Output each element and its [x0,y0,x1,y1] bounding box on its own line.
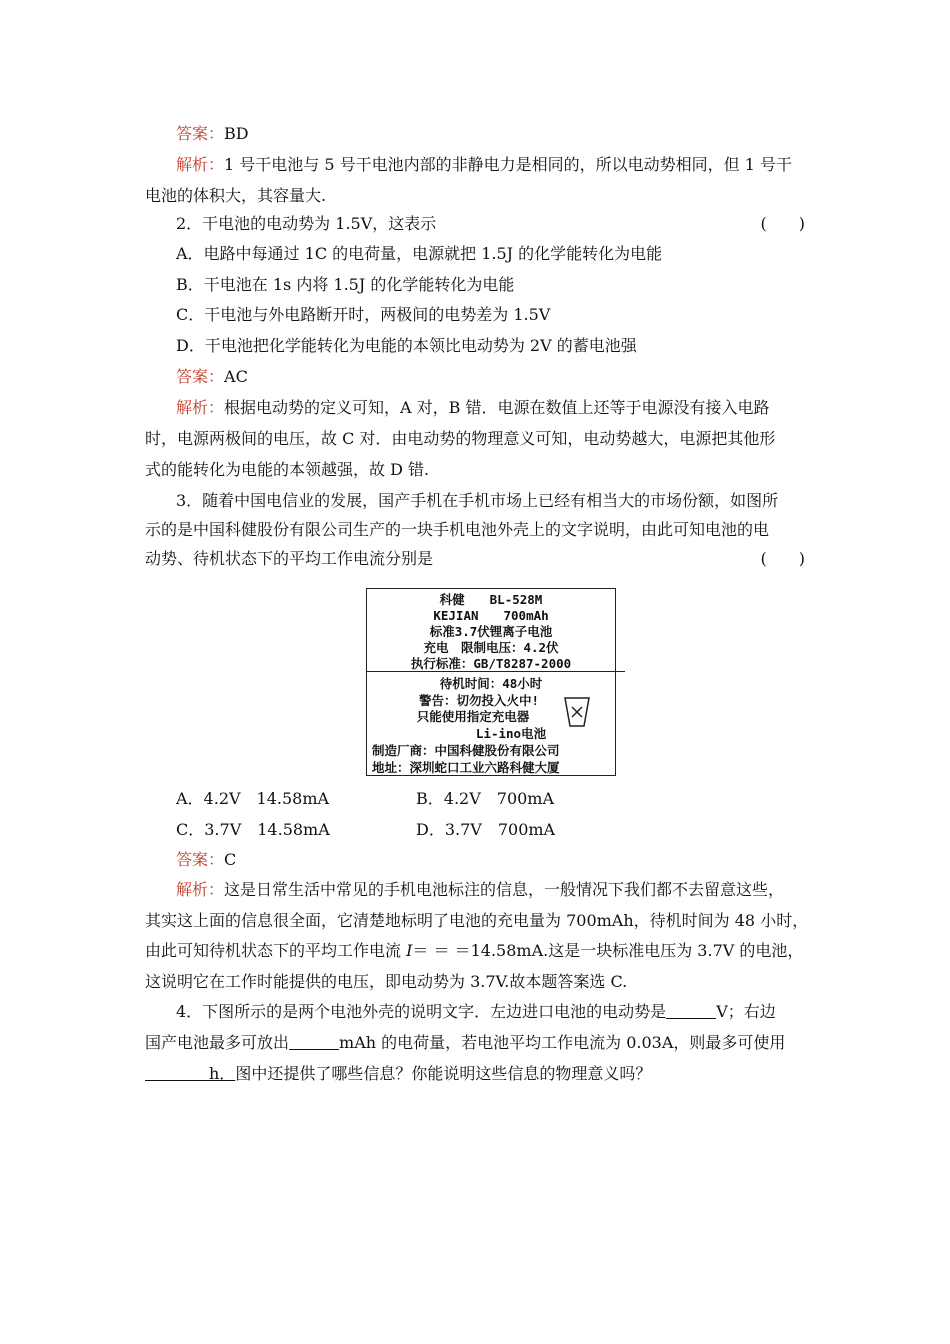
battery-label-figure [366,588,616,776]
label-line: 科健 BL-528M [439,592,543,607]
analysis-text: 由此可知待机状态下的平均工作电流 [145,941,407,960]
q2-option-b: B．干电池在 1s 内将 1.5J 的化学能转化为电能 [176,275,515,294]
q3-analysis-line: 这说明它在工作时能提供的电压，即电动势为 3.7V.故本题答案选 C. [145,972,628,991]
q2-analysis-line: 时，电源两极间的电压，故 C 对．由电动势的物理意义可知，电动势越大，电源把其他形 [145,429,776,448]
analysis-label: 解析： [176,155,225,174]
label-line: 待机时间：48小时 [439,676,543,691]
fill-blank[interactable] [289,1033,339,1050]
label-line: 标准3.7伏锂离子电池 [429,624,553,639]
q2-analysis-line: 式的能转化为电能的本领越强，故 D 错. [145,460,430,479]
q3-stem-line [145,543,805,574]
q4-stem-line [145,1027,805,1058]
label-divider [367,671,625,672]
analysis-label: 解析： [176,398,225,417]
answer-paren: ( ) [760,549,805,568]
answer-paren: ( ) [760,214,805,233]
stem-text: V；右边 [716,1002,776,1021]
analysis-text: ＝ ＝ ＝14.58mA.这是一块标准电压为 3.7V 的电池， [412,941,804,960]
q3-options-row [176,814,805,845]
q1-analysis-line [176,149,805,180]
fill-blank[interactable] [666,1002,716,1019]
q2-option-c: C．干电池与外电路断开时，两极间的电势差为 1.5V [176,305,551,324]
q3-option-d: D．3.7V 700mA [416,820,556,839]
q2-analysis-line [176,392,805,423]
q3-option-c: C．3.7V 14.58mA [176,820,330,839]
stem-text: 国产电池最多可放出 [145,1033,290,1052]
q3-answer [176,844,805,875]
stem-text: 2．干电池的电动势为 1.5V，这表示 [176,214,437,233]
stem-text: 4．下图所示的是两个电池外壳的说明文字．左边进口电池的电动势是 [176,1002,667,1021]
q2-option-a: A．电路中每通过 1C 的电荷量，电源就把 1.5J 的化学能转化为电能 [176,244,663,263]
q4-stem-line [145,1058,805,1089]
label-line: 制造厂商：中国科健股份有限公司 [372,743,560,758]
analysis-text: 这是日常生活中常见的手机电池标注的信息，一般情况下我们都不去留意这些， [224,880,785,899]
label-line: 地址：深圳蛇口工业六路科健大厦 [372,760,560,775]
answer-value: AC [224,367,248,386]
q1-answer [176,118,805,149]
label-line: KEJIAN 700mAh [433,608,549,623]
no-fire-icon [563,695,591,729]
q2-option-d: D．干电池把化学能转化为电能的本领比电动势为 2V 的蓄电池强 [176,336,637,355]
stem-text: 动势、待机状态下的平均工作电流分别是 [145,549,434,568]
answer-value: BD [224,124,249,143]
q2-answer [176,361,805,392]
q4-stem-line [176,996,805,1027]
q3-analysis-line [145,935,805,966]
answer-value: C [224,850,237,869]
label-line: 只能使用指定充电器 [416,709,530,724]
q3-options-row [176,783,805,814]
q3-option-a: A．4.2V 14.58mA [176,789,330,808]
analysis-text: 根据电动势的定义可知，A 对，B 错．电源在数值上还等于电源没有接入电路 [224,398,770,417]
answer-label: 答案： [176,850,225,869]
label-line: 充电 限制电压：4.2伏 [423,640,559,655]
q3-stem-line: 3．随着中国电信业的发展，国产手机在手机市场上已经有相当大的市场份额，如图所 [176,491,779,510]
q2-stem [176,208,805,239]
current-symbol: I [406,941,413,960]
fill-blank[interactable] [145,1064,209,1081]
label-line: 执行标准：GB/T8287-2000 [410,656,572,671]
label-line: Li-ino电池 [475,726,547,741]
answer-label: 答案： [176,124,225,143]
stem-text: h． [209,1064,236,1083]
label-line: 警告：切勿投入火中! [418,693,540,708]
analysis-label: 解析： [176,880,225,899]
answer-label: 答案： [176,367,225,386]
q3-analysis-line: 其实这上面的信息很全面，它清楚地标明了电池的充电量为 700mAh，待机时间为 48 小时， [145,911,809,930]
q3-option-b: B．4.2V 700mA [416,789,555,808]
q3-stem-line: 示的是中国科健股份有限公司生产的一块手机电池外壳上的文字说明，由此可知电池的电 [145,520,770,539]
q1-analysis-line: 电池的体积大，其容量大. [145,186,327,205]
q3-analysis-line [176,874,805,905]
analysis-text: 1 号干电池与 5 号干电池内部的非静电力是相同的，所以电动势相同，但 1 号干 [224,155,792,174]
stem-text: mAh 的电荷量，若电池平均工作电流为 0.03A，则最多可使用 [339,1033,786,1052]
stem-text: 图中还提供了哪些信息？你能说明这些信息的物理意义吗？ [235,1064,652,1083]
